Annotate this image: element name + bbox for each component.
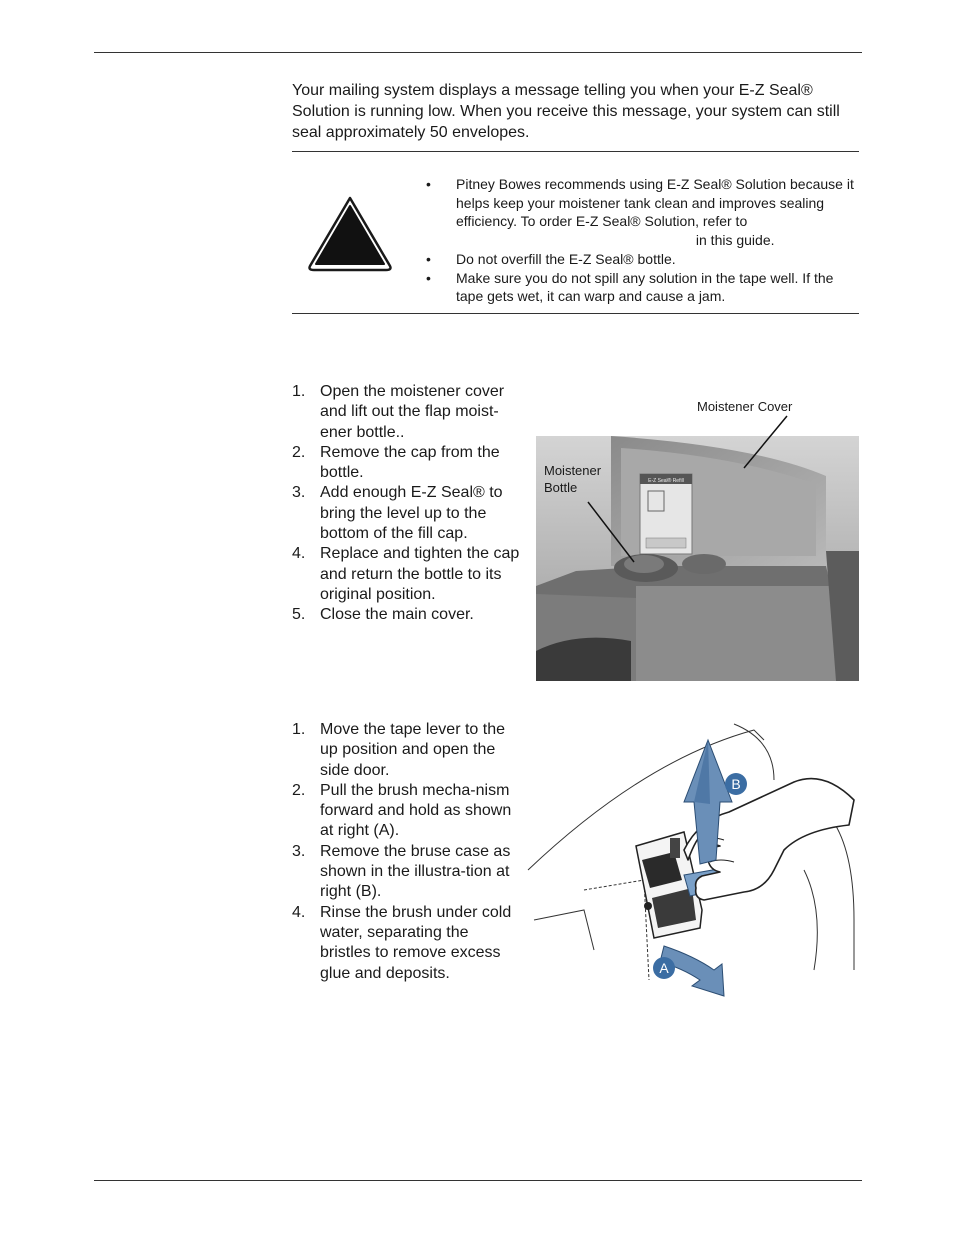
step-text: Open the moistener cover and lift out the flap moist-ener bottle.. xyxy=(320,383,505,441)
step-number: 3. xyxy=(292,484,306,502)
label-a: A xyxy=(659,960,669,976)
step-item xyxy=(292,382,526,443)
brush-removal-illustration xyxy=(524,720,864,1000)
step-number: 4. xyxy=(292,903,306,921)
bullet-icon: • xyxy=(426,269,431,286)
caution-top-rule xyxy=(292,151,859,152)
warning-triangle-icon xyxy=(306,194,394,272)
caution-bottom-rule xyxy=(292,313,859,314)
caution-text: Pitney Bowes recommends using E-Z Seal® Solution because it helps keep your moistener tank clean and improves sealing efficiency. To order E-Z Seal® Solution, refer to xyxy=(456,176,854,229)
step-number: 2. xyxy=(292,781,306,799)
bullet-icon: • xyxy=(426,250,431,267)
step-text: Pull the brush mecha-nism forward and hold as shown at right (A). xyxy=(320,781,512,840)
step-item xyxy=(292,605,526,625)
refill-steps xyxy=(292,382,526,626)
step-number: 3. xyxy=(292,842,306,860)
caution-item xyxy=(424,250,854,269)
step-text: Remove the bruse case as shown in the illustra-tion at right (B). xyxy=(320,842,511,901)
step-text: Move the tape lever to the up position and open the side door. xyxy=(320,721,505,779)
caution-text: Make sure you do not spill any solution in the tape well. If the tape gets wet, it can warp and cause a jam. xyxy=(456,269,834,304)
caution-text: Do not overfill the E-Z Seal® bottle. xyxy=(456,250,676,267)
step-text: Rinse the brush under cold water, separating the bristles to remove excess glue and deposits. xyxy=(320,903,512,982)
step-text: Replace and tighten the cap and return the bottle to its original position. xyxy=(320,545,520,603)
callout-moistener-bottle xyxy=(544,462,601,496)
label-b: B xyxy=(731,776,741,792)
caution-list xyxy=(424,175,854,306)
step-number: 4. xyxy=(292,545,306,563)
caution-item xyxy=(424,175,854,249)
step-number: 2. xyxy=(292,443,306,461)
step-item xyxy=(292,842,522,903)
step-number: 5. xyxy=(292,606,306,624)
callout-moistener-cover: Moistener Cover xyxy=(697,399,793,414)
step-text: Remove the cap from the bottle. xyxy=(320,443,500,482)
step-item xyxy=(292,483,526,544)
step-number: 1. xyxy=(292,721,306,738)
step-item xyxy=(292,544,526,605)
caution-item xyxy=(424,269,854,306)
intro-paragraph: Your mailing system displays a message telling you when your E-Z Seal® Solution is running low. When you receive this message, your system can still seal approximately 50 envelopes. xyxy=(292,82,840,141)
callout-bottle-line1: Moistener xyxy=(544,463,602,478)
step-item xyxy=(292,443,526,484)
step-text: Add enough E-Z Seal® to bring the level up to the bottom of the fill cap. xyxy=(320,484,503,543)
header-rule xyxy=(94,52,862,53)
step-item xyxy=(292,720,522,781)
step-item xyxy=(292,903,522,984)
callout-bottle-line2: Bottle xyxy=(544,480,578,495)
brush-steps xyxy=(292,720,522,984)
footer-rule xyxy=(94,1180,862,1181)
bottle-label-text: E-Z Seal® Refill xyxy=(648,478,684,484)
step-number: 1. xyxy=(292,383,306,400)
step-text: Close the main cover. xyxy=(320,606,474,624)
step-item xyxy=(292,781,522,842)
caution-text-end: in this guide. xyxy=(695,231,775,248)
bullet-icon: • xyxy=(426,176,431,192)
